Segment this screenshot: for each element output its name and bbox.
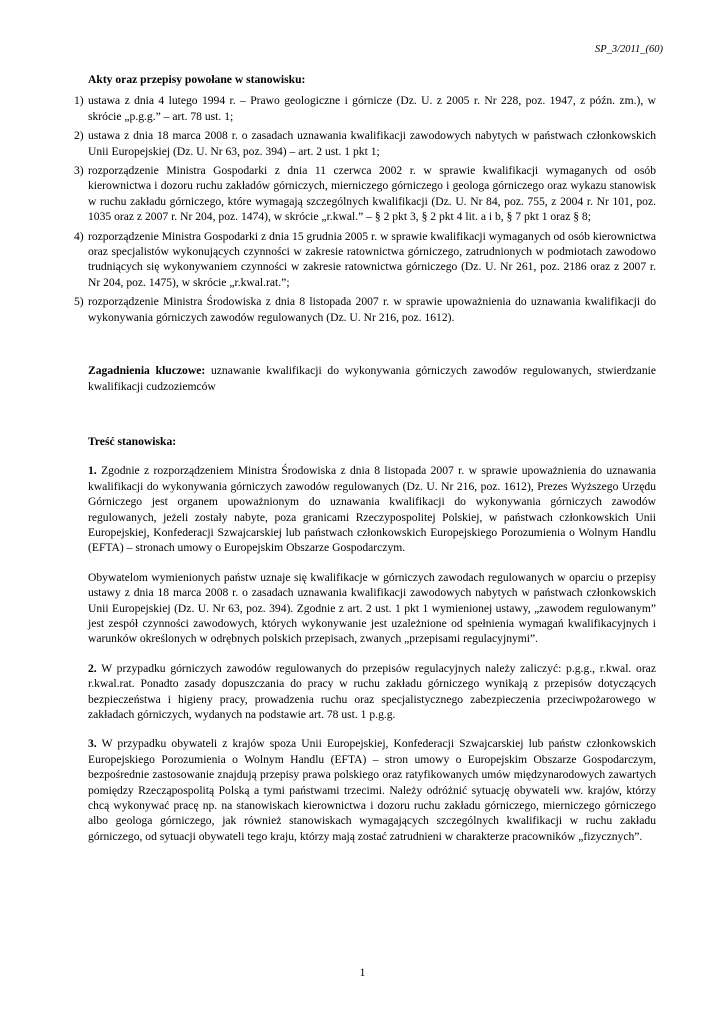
keywords-text: uznawanie kwalifikacji do wykonywania górniczych zawodów regulowanych, stwierdzanie kwalifikacji cudzoziemców (88, 364, 656, 393)
list-item-number: 2) (74, 129, 84, 143)
list-item (74, 128, 656, 159)
content-paragraph (88, 736, 656, 844)
keywords-paragraph (88, 363, 656, 394)
keywords-label: Zagadnienia kluczowe: (88, 364, 206, 378)
paragraph-text: Obywatelom wymienionych państw uznaje się kwalifikacje w górniczych zawodach regulowanych w oparciu o przepisy ustawy z dnia 18 marca 2008 r. o zasadach uznawania kwalifikacji zawodowych nabytych w państwach członkowskich Unii Europejskiej (Dz. U. Nr 63, poz. 394). Zgodnie z art. 2 ust. 1 pkt 1 wymienionej ustawy, „zawodem regulowanym” jest zespół czynności zawodowych, których wykonywanie jest uzależnione od spełnienia wymagań kwalifikacyjnych i warunków określonych w odrębnych polskich przepisach, zwanych „przepisami regulacyjnymi”. (88, 570, 656, 646)
list-item-number: 4) (74, 229, 84, 243)
content-heading: Treść stanowiska: (88, 434, 177, 448)
paragraph-number: 2. (88, 661, 97, 675)
content-paragraph (88, 661, 656, 723)
document-reference: SP_3/2011_(60) (594, 44, 663, 55)
content-paragraph (88, 463, 656, 555)
content-paragraph (88, 570, 656, 647)
list-item-number: 5) (74, 295, 84, 309)
list-item-number: 1) (74, 94, 84, 108)
list-item (74, 163, 656, 225)
list-item-number: 3) (74, 164, 84, 178)
paragraph-number: 1. (88, 464, 97, 478)
list-item (74, 294, 656, 325)
list-item-text: ustawa z dnia 4 lutego 1994 r. – Prawo geologiczne i górnicze (Dz. U. z 2005 r. Nr 228, poz. 1947, z późn. zm.), w skrócie „p.g.g.” – art. 78 ust. 1; (88, 94, 656, 123)
list-item-text: rozporządzenie Ministra Gospodarki z dnia 15 grudnia 2005 r. w sprawie kwalifikacji wymaganych od osób kierownictwa oraz specjalistów wykonujących czynności w zakresie ratownictwa górniczego, zatrudnionych w podmiotach zawodowo trudniących się wykonywaniem czynności w zakresie ratownictwa górniczego (Dz. U. Nr 261, poz. 2186 oraz z 2007 r. Nr 204, poz. 1475), w skrócie „r.kwal.rat.”; (88, 229, 656, 289)
paragraph-text: Zgodnie z rozporządzeniem Ministra Środowiska z dnia 8 listopada 2007 r. w sprawie upoważnienia do uznawania kwalifikacji do wykonywania górniczych zawodów regulowanych (Dz. U. Nr 216, poz. 1612), Prezes Wyższego Urzędu Górniczego jest organem upoważnionym do uznawania kwalifikacji do wykonywania górniczych zawodów regulowanych, jeżeli zostały nabyte, poza granicami Rzeczypospolitej Polskiej, w państwach członkowskich Unii Europejskiej, Konfederacji Szwajcarskiej lub państwach członkowskich Europejskiego Porozumienia o Wolnym Handlu (EFTA) – stronach umowy o Europejskim Obszarze Gospodarczym. (88, 464, 656, 555)
page-number: 1 (359, 967, 366, 979)
list-item-text: rozporządzenie Ministra Gospodarki z dnia 11 czerwca 2002 r. w sprawie kwalifikacji wymaganych od osób kierownictwa i dozoru ruchu zakładów górniczych, mierniczego górniczego i geologa górniczego oraz wykazu stanowisk w ruchu zakładu górniczego, które wymagają szczególnych kwalifikacji (Dz. U. Nr 84, poz. 755, z 2004 r. Nr 101, poz. 1035 oraz z 2007 r. Nr 204, poz. 1474), w skrócie „r.kwal.” – § 2 pkt 3, § 2 pkt 4 lit. a i b, § 7 pkt 1 oraz § 8; (88, 164, 656, 224)
document-body (74, 72, 656, 844)
acts-list (74, 93, 656, 325)
paragraph-number: 3. (88, 737, 97, 751)
list-item-text: rozporządzenie Ministra Środowiska z dnia 8 listopada 2007 r. w sprawie upoważnienia do uznawania kwalifikacji do wykonywania górniczych zawodów regulowanych (Dz. U. Nr 216, poz. 1612). (88, 295, 656, 324)
acts-heading: Akty oraz przepisy powołane w stanowisku: (88, 73, 306, 86)
paragraph-text: W przypadku górniczych zawodów regulowanych do przepisów regulacyjnych należy zaliczyć: p.g.g., r.kwal. oraz r.kwal.rat. Ponadto zasady dopuszczania do pracy w ruchu zakładu górniczego wynikają z przepisów dotyczących bezpieczeństwa i higieny pracy, prowadzenia ruchu oraz specjalistycznego zabezpieczenia przeciwpożarowego w zakładach górniczych, wydanych na podstawie art. 78 ust. 1 p.g.g. (88, 661, 656, 721)
list-item (74, 93, 656, 124)
list-item-text: ustawa z dnia 18 marca 2008 r. o zasadach uznawania kwalifikacji zawodowych nabytych w państwach członkowskich Unii Europejskiej (Dz. U. Nr 63, poz. 394) – art. 2 ust. 1 pkt 1; (88, 129, 656, 158)
list-item (74, 229, 656, 291)
paragraph-text: W przypadku obywateli z krajów spoza Unii Europejskiej, Konfederacji Szwajcarskiej lub państw członkowskich Europejskiego Porozumienia o Wolnym Handlu (EFTA) – stron umowy o Europejskim Obszarze Gospodarczym, bezpośrednie zastosowanie znajdują przepisy prawa polskiego oraz ratyfikowanych umów międzynarodowych zawartych pomiędzy Rzecząpospolitą Polską a tymi państwami trzecimi. Należy odróżnić sytuację obywateli ww. krajów, którzy chcą wykonywać pracę np. na stanowiskach kierownictwa i dozoru ruchu zakładu górniczego, mierniczego górniczego albo geologa górniczego, jak również stanowiskach wymagających szczególnych kwalifikacji w ruchu zakładu górniczego, od sytuacji obywateli tego kraju, którzy mają zostać zatrudnieni w charakterze pracowników „fizycznych”. (88, 737, 656, 843)
